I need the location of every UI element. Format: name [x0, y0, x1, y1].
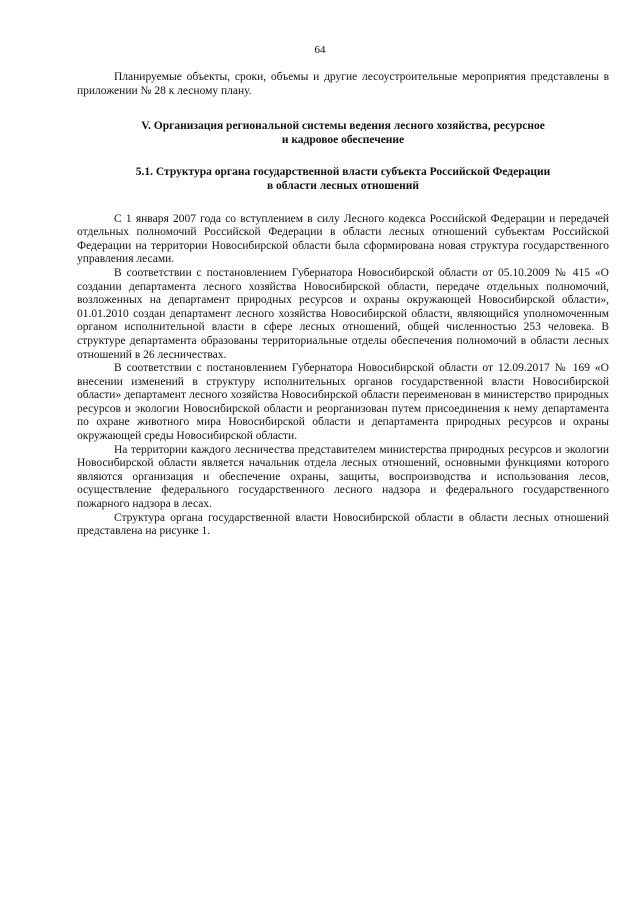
- intro-paragraph: Планируемые объекты, сроки, объемы и другие лесоустроительные мероприятия представлены в приложении № 28 к лесному плану.: [77, 71, 609, 97]
- subsection-heading-line-2: в области лесных отношений: [266, 179, 420, 192]
- document-body: [77, 71, 609, 539]
- body-paragraph-4: На территории каждого лесничества представителем министерства природных ресурсов и экологии Новосибирской области является начальник отдела лесных отношений, основными функциями которого являются организация и обеспечение охраны, защиты, воспроизводства и использования лесов, осуществление федерального государственного лесного надзора и федерального государственного пожарного надзора в лесах.: [77, 443, 609, 511]
- body-paragraph-5: Структура органа государственной власти Новосибирской области в области лесных отношений представлена на рисунке 1.: [77, 511, 609, 538]
- section-heading: [77, 120, 609, 147]
- body-paragraph-2: В соответствии с постановлением Губернатора Новосибирской области от 05.10.2009 № 415 «О создании департамента лесного хозяйства Новосибирской области, передаче отдельных полномочий, возложенных на департамент природных ресурсов и охраны окружающей Новосибирской области», 01.01.2010 создан департамент лесного хозяйства Новосибирской области, являющийся уполномоченным органом исполнительной власти в сфере лесных отношений, общей численностью 253 человека. В структуре департамента образованы территориальные отделы обеспечения полномочий в области лесных отношений в 26 лесничествах.: [77, 266, 609, 361]
- body-paragraph-3: В соответствии с постановлением Губернатора Новосибирской области от 12.09.2017 № 169 «О внесении изменений в структуру исполнительных органов государственной власти Новосибирской области» департамент лесного хозяйства Новосибирской области переименован в министерство природных ресурсов и экологии Новосибирской области и реорганизован путем присоединения к нему департамента по охране животного мира Новосибирской области и департамента природных ресурсов и охраны окружающей среды Новосибирской области.: [77, 362, 609, 443]
- section-heading-line-2: и кадровое обеспечение: [281, 133, 405, 146]
- body-paragraph-1: С 1 января 2007 года со вступлением в силу Лесного кодекса Российской Федерации и передачей отдельных полномочий Российской Федерации в области лесных отношений субъектам Российской Федерации на территории Новосибирской области была сформирована новая структура государственного управления лесами.: [77, 212, 609, 266]
- subsection-heading: [77, 166, 609, 193]
- page-number: 64: [314, 44, 326, 56]
- subsection-heading-line-1: 5.1. Структура органа государственной власти субъекта Российской Федерации: [135, 166, 551, 179]
- section-heading-line-1: V. Организация региональной системы ведения лесного хозяйства, ресурсное: [141, 120, 545, 133]
